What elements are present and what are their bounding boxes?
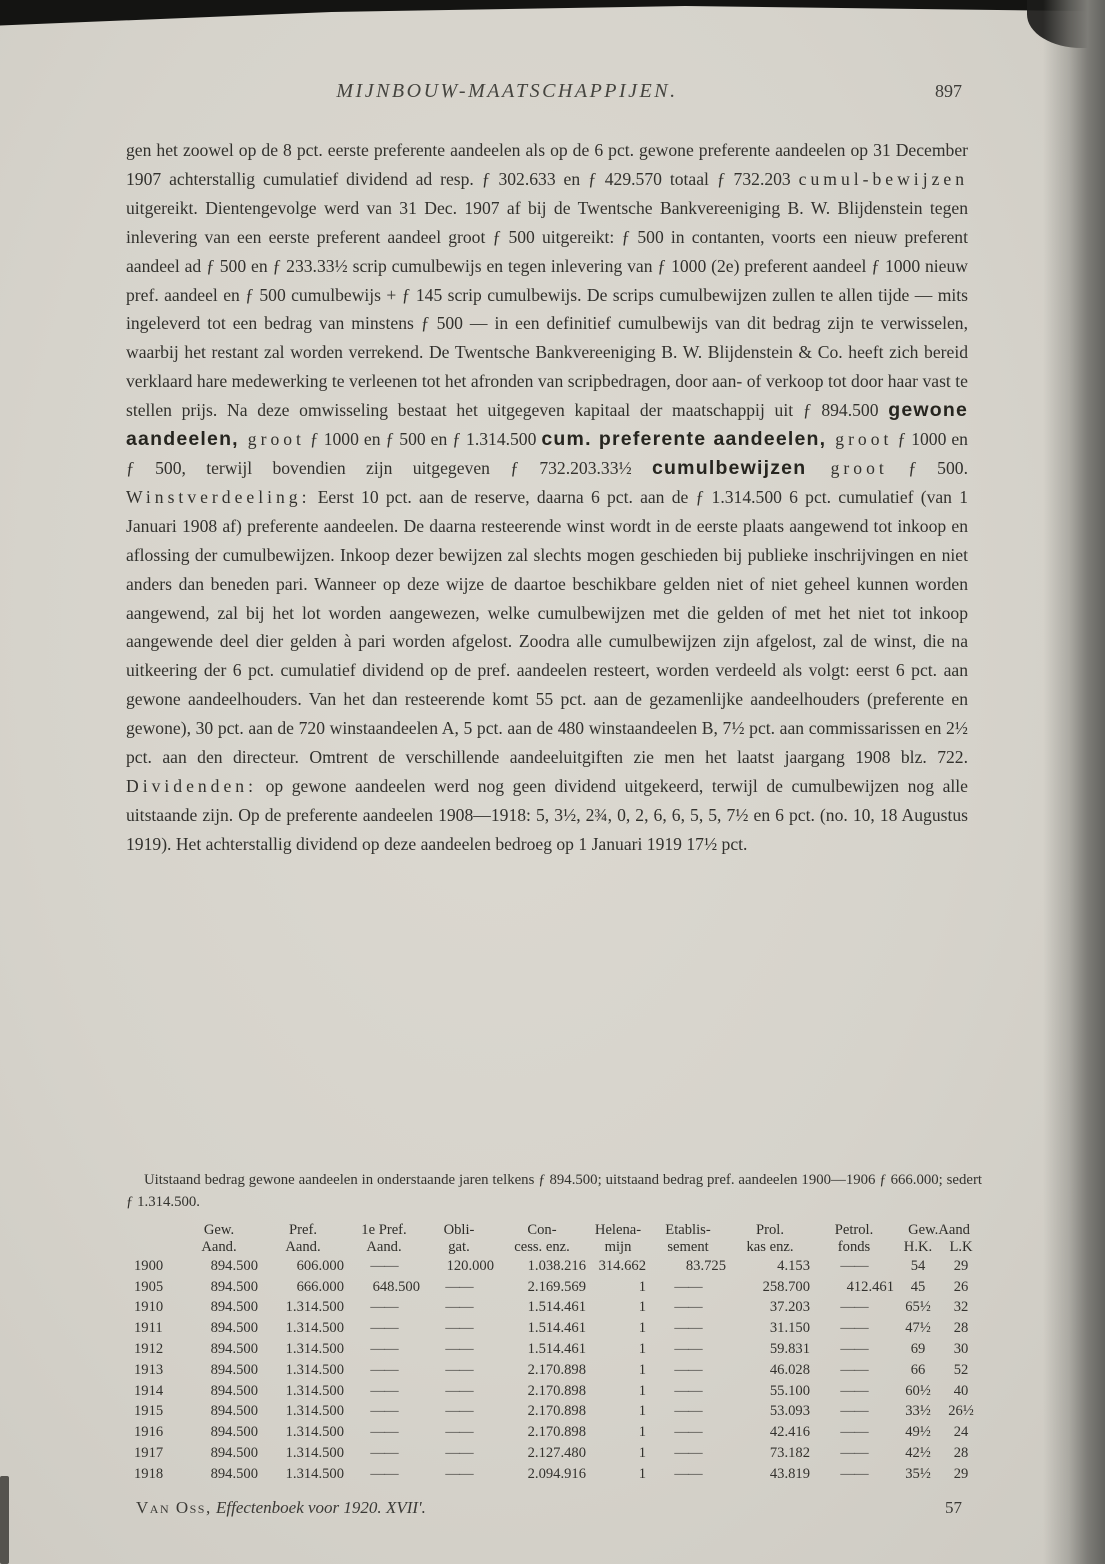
- table-row: 1917 894.500 1.314.500 —— —— 2.127.480 1 —— 73.182 —— 42½ 28: [134, 1445, 969, 1462]
- text-segment: Eerst 10 pct. aan de reserve, daarna 6 pct. aan de ƒ 1.314.500 6 pct. cumulatief (van 1 Januari 1908 af) preferente aandeelen. De daarna resteerende winst wordt in de eerste plaats aangewend tot inkoop en aflossing der cumulbewijzen. Inkoop dezer bewijzen zal slechts mogen geschieden bij publieke inschrijvingen en niet anders dan beneden pari. Wanneer op deze wijze de daartoe beschikbare gelden niet of niet geheel kunnen worden aangewend, zal bij het lot worden aangewezen, welke cumulbewijzen met die gelden of met het niet tot inkoop aangewende deel dier gelden à pari worden afgelost. Zoodra alle cumulbewijzen zijn afgelost, zal de winst, die na uitkeering der 6 pct. cumulatief dividend op de pref. aandeelen resteert, worden verdeeld als volgt: eerst 6 pct. aan gewone aandeelhouders. Van het dan resteerende komt 55 pct. aan de gezamenlijke aandeelhouders (preferente en gewone), 30 pct. aan de 720 winstaandeelen A, 5 pct. aan de 480 winstaandeelen B, 7½ pct. aan commissarissen en 2½ pct. aan den directeur. Omtrent de verschillende aandeeluitgiften zie men het laatst jaargang 1908 blz. 722.: [126, 486, 968, 768]
- text-segment: gen het zoowel op de 8 pct. eerste preferente aandeelen als op de 6 pct. gewone preferente aandeelen op 31 December 1907 achterstallig cumulatief dividend ad resp. ƒ 302.633 en ƒ 429.570 totaal ƒ 732.203: [126, 140, 968, 189]
- scan-mark-bottom-left: [0, 1476, 9, 1564]
- text-segment: uitgereikt. Dientengevolge werd van 31 Dec. 1907 af bij de Twentsche Bankvereeniging B. W. Blijdenstein tegen inlevering van een eerste preferent aandeel groot ƒ 500 uitgereikt: ƒ 500 in contanten, voorts een nieuw preferent aandeel ad ƒ 500 en ƒ 233.33½ scrip cumulbewijs en tegen inlevering van ƒ 1000 (2e) preferent aandeel ƒ 1000 nieuw pref. aandeel en ƒ 500 cumulbewijs + ƒ 145 scrip cumulbewijs. De scrips cumulbewijzen zullen te allen tijde — mits ingeleverd tot een bedrag van minstens ƒ 500 — in een definitief cumulbewijs van dit bedrag zijn te verwisselen, waarbij het restant zal worden verrekend. De Twentsche Bankvereeniging B. W. Blijdenstein & Co. heeft zich bereid verklaard hare medewerking te verleenen tot het afronden van scripbedragen, door aan- of verkoop tot door haar vast te stellen prijs. Na deze omwisseling bestaat het uitgegeven kapitaal der maatschappij uit ƒ 894.500: [126, 197, 968, 421]
- table-row: 1905 894.500 666.000 648.500 —— 2.169.569 1 —— 258.700 412.461 45 26: [134, 1278, 969, 1295]
- signature-number: 57: [945, 1498, 962, 1517]
- text-segment: Dividenden:: [126, 775, 257, 796]
- article-paragraph: [126, 136, 968, 859]
- scan-edge-right-gutter: [1043, 0, 1105, 1564]
- table-row: 1913 894.500 1.314.500 —— —— 2.170.898 1 —— 46.028 —— 66 52: [134, 1361, 969, 1378]
- text-segment: op gewone aandeelen werd nog geen dividend uitgekeerd, terwijl de cumulbewijzen nog alle uitstaande zijn. Op de preferente aandeelen 1908—1918: 5, 3½, 2¾, 0, 2, 6, 6, 5, 5, 7½ en 6 pct. (no. 10, 18 Augustus 1919). Het achterstallig dividend op deze aandeelen bedroeg op 1 Januari 1919 17½ pct.: [126, 775, 968, 854]
- text-segment: Van Oss,: [136, 1498, 212, 1517]
- table-header: Gew. Pref. 1e Pref. Obli- Con- Helena- Etablis- Prol. Petrol. Gew.Aand Aand. Aand. Aand. gat. cess. enz. mijn sement kas enz. fonds H.K. L.K: [201, 1222, 973, 1255]
- page-footer: [126, 1498, 968, 1524]
- text-segment: cum. preferente aandeelen,: [541, 428, 827, 451]
- text-segment: ƒ 1000 en ƒ 500 en ƒ 1.314.500: [304, 429, 542, 450]
- scan-edge-top: [0, 0, 1105, 30]
- table-row: 1910 894.500 1.314.500 —— —— 1.514.461 1 —— 37.203 —— 65½ 32: [134, 1299, 969, 1316]
- text-segment: groot: [806, 457, 888, 478]
- text-segment: cumulbewijzen: [652, 456, 807, 479]
- financial-table: [126, 1222, 982, 1485]
- text-segment: gewone aandeelen,: [126, 399, 968, 451]
- page-title: MIJNBOUW-MAATSCHAPPIJEN.: [336, 80, 678, 102]
- text-segment: Effectenboek voor 1920.: [211, 1498, 382, 1517]
- text-segment: groot: [826, 429, 893, 450]
- text-segment: cumul-bewijzen: [798, 168, 968, 189]
- table-row: 1915 894.500 1.314.500 —— —— 2.170.898 1 —— 53.093 —— 33½ 26½: [134, 1403, 974, 1420]
- text-segment: XVII'.: [381, 1498, 426, 1517]
- text-segment: groot: [238, 429, 305, 450]
- table-row: 1911 894.500 1.314.500 —— —— 1.514.461 1 —— 31.150 —— 47½ 28: [134, 1320, 969, 1337]
- table-row: 1900 894.500 606.000 —— 120.000 1.038.216 314.662 83.725 4.153 —— 54 29: [134, 1257, 969, 1274]
- text-segment: ƒ 500.: [887, 457, 968, 478]
- table-body: [126, 1256, 982, 1485]
- running-head: [126, 80, 968, 110]
- table-row: 1914 894.500 1.314.500 —— —— 2.170.898 1 —— 55.100 —— 60½ 40: [134, 1382, 969, 1399]
- text-segment: Winstverdeeling:: [126, 486, 311, 507]
- table-row: 1912 894.500 1.314.500 —— —— 1.514.461 1 —— 59.831 —— 69 30: [134, 1341, 969, 1358]
- note-paragraph: Uitstaand bedrag gewone aandeelen in onderstaande jaren telkens ƒ 894.500; uitstaand bedrag pref. aandeelen 1900—1906 ƒ 666.000; sedert ƒ 1.314.500.: [126, 1172, 982, 1210]
- table-row: 1918 894.500 1.314.500 —— —— 2.094.916 1 —— 43.819 —— 35½ 29: [134, 1465, 969, 1482]
- text-segment: ƒ 1000 en ƒ 500, terwijl bovendien zijn uitgegeven ƒ 732.203.33½: [126, 429, 968, 478]
- imprint: [136, 1498, 426, 1518]
- page-number: 897: [935, 81, 962, 101]
- table-row: 1916 894.500 1.314.500 —— —— 2.170.898 1 —— 42.416 —— 49½ 24: [134, 1424, 969, 1441]
